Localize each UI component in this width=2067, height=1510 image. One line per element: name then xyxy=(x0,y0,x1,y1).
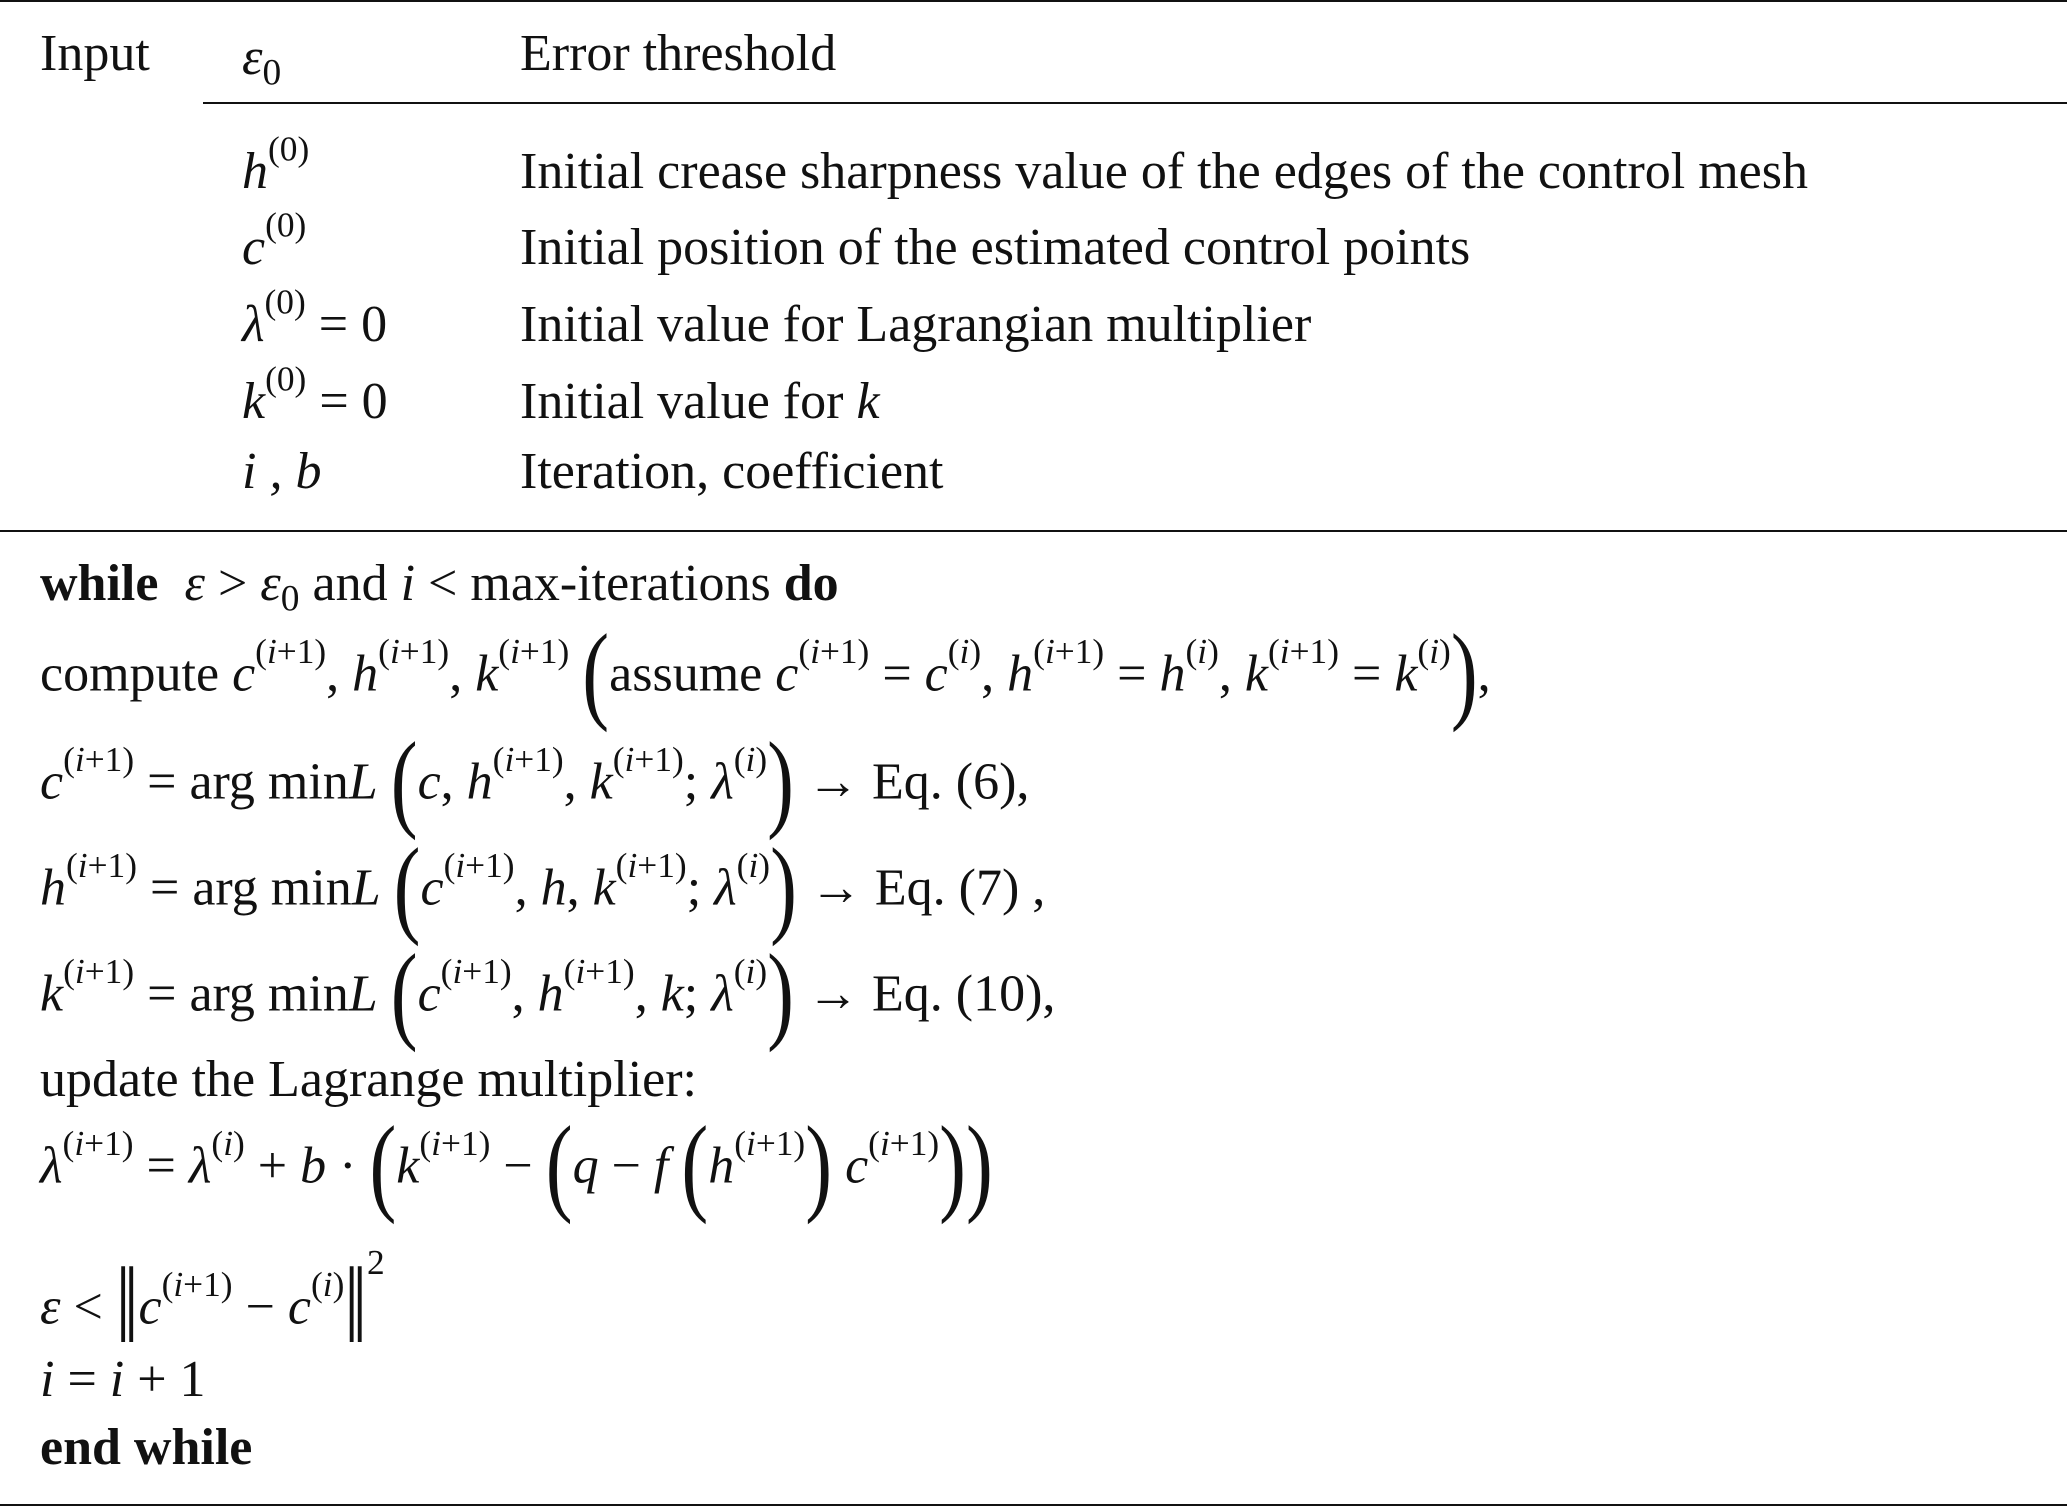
top-rule xyxy=(0,0,2067,2)
input-desc-i-b: Iteration, coefficient xyxy=(520,443,944,500)
input-header-rule xyxy=(203,102,2067,104)
input-label: Input xyxy=(40,25,150,82)
input-desc-epsilon0: Error threshold xyxy=(520,25,837,82)
algo-update-text: update the Lagrange multiplier: xyxy=(40,1051,697,1108)
algo-while-line: while $\varepsilon > \varepsilon_0$ and i < max-iterations do xyxy=(40,555,839,620)
input-symbol-lambda0: $\lambda^{(0)} = 0$ xyxy=(242,281,388,353)
input-desc-h0: Initial crease sharpness value of the edges of the control mesh xyxy=(520,143,1808,200)
algo-end-while: end while xyxy=(40,1419,253,1476)
input-desc-k0: Initial value for k xyxy=(520,373,880,430)
input-desc-c0: Initial position of the estimated control points xyxy=(520,219,1471,276)
algo-c-update-line: $c^{(i+1)}$ = arg minL (c, $h^{(i+1)}$, $k^{(i+1)}$; $\lambda^{(i)}) \to Eq$. (6), xyxy=(40,721,1030,842)
algo-epsilon-line: $\varepsilon < ‖c^{(i+1)}$ − $c^{(i)}‖^2$ xyxy=(40,1242,385,1367)
table-bottom-rule xyxy=(0,530,2067,532)
input-symbol-h0: $h^{(0)}$ xyxy=(242,128,310,200)
algo-compute-line: compute $c^{(i+1)}$, $h^{(i+1)}$, $k^{(i+1)}$ (assume $c^{(i+1)} = c^{(i)}$, $h^{(i+1)} = h^{(i)}$, $k^{(i+1)} = k^{(i)}$), xyxy=(40,613,1491,734)
algorithm-bottom-rule xyxy=(0,1504,2067,1506)
input-desc-lambda0: Initial value for Lagrangian multiplier xyxy=(520,296,1312,353)
input-symbol-k0: $k^{(0)} = 0$ xyxy=(242,358,388,430)
input-symbol-c0: $c^{(0)}$ xyxy=(242,204,307,276)
input-symbol-epsilon0: $\varepsilon_0$ xyxy=(242,29,282,94)
algo-h-update-line: $h^{(i+1)}$ = arg minL ($c^{(i+1)}$, h, $k^{(i+1)}$; $\lambda^{(i)}) \to Eq$. (7) , xyxy=(40,827,1046,948)
algo-increment-line: i = i + 1 xyxy=(40,1351,206,1408)
algo-k-update-line: $k^{(i+1)}$ = arg minL ($c^{(i+1)}$, $h^{(i+1)}$, k; $\lambda^{(i)}) \to Eq$. (10), xyxy=(40,933,1056,1054)
algo-lambda-update-line: $\lambda^{(i+1)} = \lambda^{(i)} + b \cdot (k^{(i+1)} - (q - f$ $(h^{(i+1)})$ $c^{(i+1)}$)) xyxy=(40,1105,993,1226)
input-symbol-i-b: i , b xyxy=(242,443,322,500)
